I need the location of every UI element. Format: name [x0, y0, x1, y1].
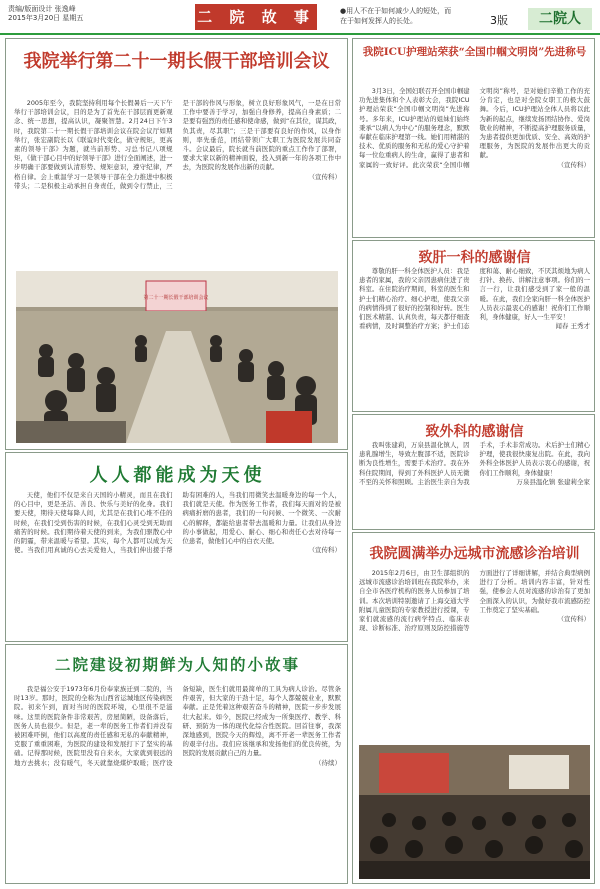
article-thanks-surgery-text: 我叫张建莉，万泉县温化镇人，因患乳腺增生，导致左腹部不适，医院诊断为良性增生，需要手术治疗。我在外科住院期间，得到了外科医护人员无微不至的关怀和照顾。主治医生亲自为我手术，手术非常成功。术后护士们精心护理，使我很快康复出院。在此，我向外科全体医护人员表示衷心的感谢，祝你们工作顺利，身体健康！: [359, 441, 590, 486]
date-line: 2015年3月20日 星期五: [8, 14, 84, 22]
article-early-story-text: 我是福公安于1973年6月份奉家族迁到二院的，当时13岁。那时，医院的全称为山西省运城地区传染病医院。初来乍到，面对当时的医院环境，心里很不是滋味。这里的医院条件非常艰苦，房屋简陋，设备落后，医务人员也很少。但是，老一辈的医务工作者们并没有被困难吓倒，他们以高度的责任感和无私的奉献精神，克服了重重困难，为医院的建设和发展打下了坚实的基础。记得那时候，医院里没有自来水，大家就到很远的地方去挑水；没有暖气，冬天就靠烧煤炉取暖；医疗设备短缺，医生们就用最简单的工具为病人诊治。尽管条件艰苦，但大家的干劲十足，每个人都兢兢业业，默默奉献。正是凭着这种艰苦奋斗的精神，医院一步步发展壮大起来。如今，医院已经成为一所集医疗、教学、科研、预防为一体的现代化综合性医院。回首往事，我深深地感到，医院今天的辉煌，离不开老一辈医务工作者的艰辛付出。我们应该继承和发扬他们的优良传统，为医院的发展贡献自己的力量。: [14, 685, 341, 767]
projector-screen-text: 第二十一期长假干部培训会议: [143, 295, 209, 301]
article-flu-training-text: 2015年2月6日，由卫生部组织的远城市流感诊治培训班在我院举办，来自全市各医疗机构的医务人员参加了培训。本次培训特别邀请了上海交通大学附属儿童医院的专家教授进行授课，专家们就流感的流行病学特点、临床表现、诊断标准、治疗原则及防控措施等方面进行了详细讲解，并结合典型病例进行了分析。培训内容丰富，针对性强，使参会人员对流感的诊治有了更加全面深入的认识，为做好我市流感防控工作奠定了坚实基础。: [359, 569, 590, 633]
article-icu-text: 3月3日，全国妇联召开全国巾帼建功先进集体和个人表彰大会，我院ICU护理站荣获“全国巾帼文明岗”先进称号。多年来，ICU护理站的姐妹们始终秉承“以病人为中心”的服务理念，默默奉献在临床护理第一线。她们用精湛的技术、优质的服务和无私的爱心守护着每一位危重病人的生命，赢得了患者和家属的一致好评。此次荣获“全国巾帼文明岗”称号，是对她们辛勤工作的充分肯定，也是对全院女职工的极大鼓舞。今后，ICU护理站全体人员将以此为新的起点，继续发扬团结协作、爱岗敬业的精神，不断提高护理服务质量，为患者提供更加优质、安全、高效的护理服务，为医院的发展作出更大的贡献。: [359, 87, 590, 169]
article-flu-training-body: [359, 569, 590, 739]
slogan-line-2: 在于如何发挥人的长处。: [340, 17, 417, 25]
article-flu-training: [352, 532, 595, 884]
top-rule: [0, 33, 600, 35]
meeting-photo: [16, 271, 338, 443]
article-thanks-surgery-signature: 万泉县温化镇 张建莉全家: [516, 477, 590, 486]
article-angel-body: [14, 491, 341, 637]
article-angel-signature: （宣传科）: [308, 546, 341, 555]
article-icu-body: [359, 87, 590, 233]
article-training-signature: （宣传科）: [308, 172, 341, 181]
article-early-story-body: [14, 685, 341, 879]
article-thanks-liver: [352, 240, 595, 412]
edition-number: 3版: [490, 14, 508, 27]
article-angel-title: 人人都能成为天使: [89, 465, 266, 486]
article-thanks-surgery: [352, 414, 595, 530]
article-training: [5, 38, 348, 450]
masthead-slogan: [340, 6, 451, 26]
article-icu-signature: （宣传科）: [557, 160, 590, 169]
article-thanks-surgery-body: [359, 441, 590, 525]
article-flu-training-title: 我院圆满举办远城市流感诊治培训: [369, 546, 580, 562]
editors-line: 责编/版面设计 张逸峰: [8, 5, 76, 13]
article-thanks-liver-body: [359, 267, 590, 407]
article-flu-training-signature: （宣传科）: [557, 615, 590, 624]
flu-training-photo: [359, 745, 590, 879]
article-early-story-signature: （待续）: [315, 758, 341, 767]
article-angel: [5, 452, 348, 642]
lecture-hall-illustration: [359, 745, 590, 879]
article-training-text: 2005年至今，我院坚持利用每个长假暑后一天下午举行干部培训会议，目的是为了首先在干部层面更新观念、统一思想，提高认识，凝聚智慧。2月24日下午3时，我院第二十一期长假干部培训会议在院会议厅如期举行，张宏副院长以《联谊时代变化，做守规矩，更高素的领导干部》为题，就当前形势、习总书记八项规矩，《做干部心目中的好领导干部》进行全面阐述，进一步明确干部要做到认清形势、规矩意识，遵守纪律，严格自律。会上重温学习一是领导干部在全力推进中积极带头；二是积极主动承担自身责任，做到令行禁止，三是干部的作风与形象，树立良好形象风气，一是在日常工作中要善于学习，加强自身修养，提高自身素质；二是要有强烈的责任感和使命感，做到“在其位，谋其政，负其责，尽其职”；三是干部要有良好的作风，以身作则，率先垂范，团结带领广大职工为医院发展共同奋斗。会议最后，院长就当前医院的重点工作作了部署，要求大家以新的精神面貌，投入到新一年的各项工作中去，为医院的发展作出新的贡献。: [14, 99, 341, 190]
masthead-editors: [8, 5, 83, 23]
article-thanks-liver-signature: 闻春 王秀才: [555, 322, 590, 331]
article-thanks-liver-title: 致肝一科的感谢信: [418, 250, 531, 266]
article-early-story: [5, 644, 348, 884]
section-banner: 二 院 故 事: [195, 4, 317, 30]
article-thanks-liver-text: 尊敬的肝一科全体医护人员：我是患者的家属，我的父亲因患病住进了贵科室。在住院治疗期间，科室的医生和护士们精心治疗、细心护理，使我父亲的病情得到了很好的控制和好转。医生们医术精湛、认真负责，每天都仔细查看病情，及时调整治疗方案；护士们态度和蔼、耐心细致，不厌其烦地为病人打针、换药、讲解注意事项。你们的一言一行，让我们感受到了家一般的温暖。在此，我们全家向肝一科全体医护人员表示最衷心的感谢！祝你们工作顺利，身体健康，好人一生平安！: [359, 267, 590, 331]
article-training-title: 我院举行第二十一期长假干部培训会议: [23, 51, 330, 72]
meeting-scene-illustration: [16, 271, 338, 443]
slogan-line-1: ●用人不在于如何减少人的短处，而: [340, 7, 452, 15]
article-icu-title: 我院ICU护理站荣获“全国巾帼文明岗”先进称号: [362, 46, 587, 58]
article-icu: [352, 38, 595, 238]
paper-name: 二院人: [528, 8, 592, 30]
article-training-body: [14, 99, 341, 267]
article-angel-text: 天使，他们不仅是来自天国的小精灵，而且在我们的心目中，更是圣洁、善良、快乐与美好的化身。我们要天使，期待天使每降人间，尤其是在我们心堆不佳的时候，在我们受到伤害的时候，在我们心灵受到无助而痛苦的时候。我们期待着天使的到来，为我们驱散心中的阴霾，带来温暖与希望。其实，每个人都可以成为天使。当我们用真诚的心去关爱他人，当我们伸出援手帮助有困难的人，当我们用微笑去温暖身边的每一个人，我们就是天使。作为医务工作者，我们每天面对的是被病痛折磨的患者，我们的一句问候、一个微笑、一次耐心的解释，都能给患者带去温暖和力量。让我们从身边的小事做起，用爱心、耐心、细心和责任心去对待每一位患者，做他们心中的白衣天使。: [14, 491, 341, 555]
article-thanks-surgery-title: 致外科的感谢信: [425, 424, 524, 440]
article-early-story-title: 二院建设初期鲜为人知的小故事: [54, 655, 300, 674]
